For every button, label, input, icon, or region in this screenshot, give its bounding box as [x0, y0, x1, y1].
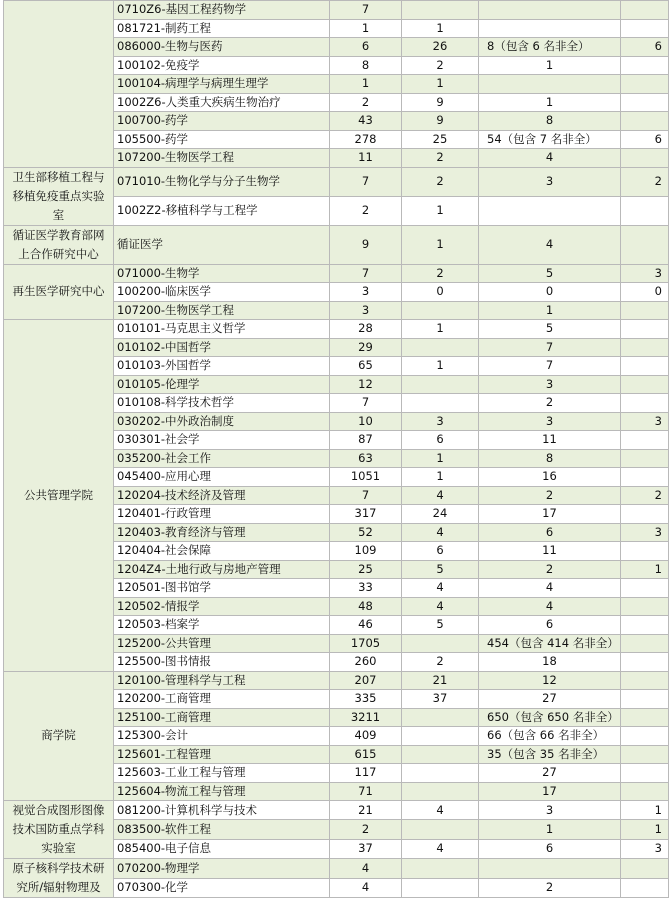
recommended-cell — [621, 671, 669, 690]
quota-cell: 2 — [402, 167, 479, 196]
admitted-cell: 7 — [479, 357, 621, 376]
quota-cell: 2 — [402, 264, 479, 283]
recommended-cell: 1 — [621, 820, 669, 839]
recommended-cell — [621, 149, 669, 168]
enrolled-cell: 11 — [330, 149, 402, 168]
admitted-cell: 1 — [479, 301, 621, 320]
program-cell: 120100-管理科学与工程 — [114, 671, 330, 690]
admitted-cell: 8（包含 6 名非全） — [479, 38, 621, 57]
recommended-cell: 6 — [621, 38, 669, 57]
recommended-cell — [621, 579, 669, 598]
recommended-cell: 0 — [621, 283, 669, 302]
quota-cell: 1 — [402, 196, 479, 225]
enrolled-cell: 7 — [330, 167, 402, 196]
program-cell: 010101-马克思主义哲学 — [114, 320, 330, 339]
quota-cell — [402, 708, 479, 727]
admitted-cell: 4 — [479, 149, 621, 168]
program-cell: 120502-情报学 — [114, 597, 330, 616]
admitted-cell: 54（包含 7 名非全） — [479, 130, 621, 149]
quota-cell — [402, 820, 479, 839]
enrolled-cell: 2 — [330, 820, 402, 839]
enrolled-cell: 1705 — [330, 634, 402, 653]
department-cell: 原子核科学技术研究所/辐射物理及 — [4, 859, 114, 898]
admitted-cell: 6 — [479, 616, 621, 635]
table-row — [4, 859, 669, 879]
admitted-cell: 3 — [479, 801, 621, 820]
quota-cell — [402, 1, 479, 20]
program-cell: 120204-技术经济及管理 — [114, 486, 330, 505]
program-cell: 125601-工程管理 — [114, 745, 330, 764]
admitted-cell: 5 — [479, 320, 621, 339]
recommended-cell — [621, 634, 669, 653]
enrolled-cell: 278 — [330, 130, 402, 149]
admitted-cell: 2 — [479, 486, 621, 505]
enrolled-cell: 615 — [330, 745, 402, 764]
quota-cell: 1 — [402, 449, 479, 468]
quota-cell: 25 — [402, 130, 479, 149]
program-cell: 100104-病理学与病理生理学 — [114, 75, 330, 94]
recommended-cell — [621, 878, 669, 898]
recommended-cell — [621, 616, 669, 635]
recommended-cell — [621, 375, 669, 394]
quota-cell: 1 — [402, 75, 479, 94]
quota-cell — [402, 394, 479, 413]
quota-cell — [402, 859, 479, 879]
admitted-cell: 1 — [479, 93, 621, 112]
table-row — [4, 671, 669, 690]
program-cell: 1002Z2-移植科学与工程学 — [114, 196, 330, 225]
quota-cell: 26 — [402, 38, 479, 57]
recommended-cell — [621, 112, 669, 131]
enrolled-cell: 7 — [330, 486, 402, 505]
recommended-cell — [621, 320, 669, 339]
enrolled-cell: 29 — [330, 338, 402, 357]
admitted-cell — [479, 75, 621, 94]
quota-cell — [402, 634, 479, 653]
quota-cell: 5 — [402, 616, 479, 635]
admitted-cell: 3 — [479, 167, 621, 196]
enrolled-cell: 3 — [330, 283, 402, 302]
quota-cell — [402, 727, 479, 746]
admitted-cell: 454（包含 414 名非全） — [479, 634, 621, 653]
quota-cell: 1 — [402, 320, 479, 339]
admitted-cell: 2 — [479, 560, 621, 579]
quota-cell: 21 — [402, 671, 479, 690]
enrolled-cell: 7 — [330, 394, 402, 413]
recommended-cell: 1 — [621, 801, 669, 820]
recommended-cell — [621, 690, 669, 709]
quota-cell: 2 — [402, 149, 479, 168]
quota-cell — [402, 782, 479, 801]
quota-cell: 0 — [402, 283, 479, 302]
admitted-cell: 3 — [479, 412, 621, 431]
program-cell: 125100-工商管理 — [114, 708, 330, 727]
recommended-cell — [621, 56, 669, 75]
enrolled-cell: 117 — [330, 764, 402, 783]
admitted-cell: 2 — [479, 394, 621, 413]
recommended-cell — [621, 708, 669, 727]
program-cell: 081200-计算机科学与技术 — [114, 801, 330, 820]
recommended-cell — [621, 1, 669, 20]
admitted-cell: 17 — [479, 505, 621, 524]
quota-cell: 1 — [402, 468, 479, 487]
admitted-cell: 8 — [479, 112, 621, 131]
admitted-cell: 27 — [479, 764, 621, 783]
department-cell: 公共管理学院 — [4, 320, 114, 672]
program-cell: 125300-会计 — [114, 727, 330, 746]
recommended-cell — [621, 505, 669, 524]
program-cell: 086000-生物与医药 — [114, 38, 330, 57]
admitted-cell — [479, 1, 621, 20]
enrolled-cell: 25 — [330, 560, 402, 579]
recommended-cell: 3 — [621, 264, 669, 283]
enrolled-cell: 2 — [330, 93, 402, 112]
quota-cell: 9 — [402, 93, 479, 112]
admitted-cell: 11 — [479, 431, 621, 450]
program-cell: 070300-化学 — [114, 878, 330, 898]
enrolled-cell: 37 — [330, 839, 402, 858]
quota-cell: 24 — [402, 505, 479, 524]
quota-cell: 4 — [402, 801, 479, 820]
recommended-cell — [621, 19, 669, 38]
recommended-cell — [621, 859, 669, 879]
recommended-cell: 6 — [621, 130, 669, 149]
table-row — [4, 1, 669, 20]
quota-cell: 9 — [402, 112, 479, 131]
recommended-cell: 2 — [621, 486, 669, 505]
enrolled-cell: 28 — [330, 320, 402, 339]
admitted-cell: 5 — [479, 264, 621, 283]
enrolled-cell: 7 — [330, 1, 402, 20]
program-cell: 010102-中国哲学 — [114, 338, 330, 357]
enrolled-cell: 335 — [330, 690, 402, 709]
program-cell: 1002Z6-人类重大疾病生物治疗 — [114, 93, 330, 112]
program-cell: 125500-图书情报 — [114, 653, 330, 672]
enrolled-cell: 109 — [330, 542, 402, 561]
quota-cell: 5 — [402, 560, 479, 579]
department-cell: 卫生部移植工程与移植免疫重点实验室 — [4, 167, 114, 225]
recommended-cell: 3 — [621, 412, 669, 431]
department-cell: 再生医学研究中心 — [4, 264, 114, 320]
admitted-cell: 66（包含 66 名非全） — [479, 727, 621, 746]
recommended-cell — [621, 542, 669, 561]
program-cell: 100102-免疫学 — [114, 56, 330, 75]
admitted-cell: 4 — [479, 579, 621, 598]
program-cell: 030202-中外政治制度 — [114, 412, 330, 431]
enrolled-cell: 52 — [330, 523, 402, 542]
recommended-cell — [621, 597, 669, 616]
program-cell: 105500-药学 — [114, 130, 330, 149]
enrolled-cell: 409 — [330, 727, 402, 746]
quota-cell: 4 — [402, 839, 479, 858]
program-cell: 107200-生物医学工程 — [114, 301, 330, 320]
admitted-cell: 7 — [479, 338, 621, 357]
program-cell: 010105-伦理学 — [114, 375, 330, 394]
quota-cell: 2 — [402, 653, 479, 672]
enrolled-cell: 12 — [330, 375, 402, 394]
admitted-cell: 650（包含 650 名非全） — [479, 708, 621, 727]
quota-cell: 3 — [402, 412, 479, 431]
table-row — [4, 167, 669, 196]
enrolled-cell: 4 — [330, 859, 402, 879]
enrolled-cell: 1 — [330, 19, 402, 38]
recommended-cell: 2 — [621, 167, 669, 196]
quota-cell: 1 — [402, 225, 479, 264]
admitted-cell: 18 — [479, 653, 621, 672]
admitted-cell: 12 — [479, 671, 621, 690]
program-cell: 120401-行政管理 — [114, 505, 330, 524]
recommended-cell — [621, 653, 669, 672]
table-row — [4, 320, 669, 339]
admitted-cell — [479, 859, 621, 879]
program-cell: 120404-社会保障 — [114, 542, 330, 561]
admitted-cell — [479, 196, 621, 225]
admitted-cell: 17 — [479, 782, 621, 801]
admitted-cell: 0 — [479, 283, 621, 302]
admitted-cell: 8 — [479, 449, 621, 468]
quota-cell — [402, 745, 479, 764]
enrolled-cell: 9 — [330, 225, 402, 264]
program-cell: 035200-社会工作 — [114, 449, 330, 468]
program-cell: 030301-社会学 — [114, 431, 330, 450]
table-row — [4, 225, 669, 264]
admissions-table — [3, 0, 669, 898]
recommended-cell — [621, 431, 669, 450]
admitted-cell: 1 — [479, 56, 621, 75]
program-cell: 081721-制药工程 — [114, 19, 330, 38]
quota-cell — [402, 338, 479, 357]
program-cell: 120200-工商管理 — [114, 690, 330, 709]
program-cell: 071010-生物化学与分子生物学 — [114, 167, 330, 196]
recommended-cell — [621, 357, 669, 376]
recommended-cell: 1 — [621, 560, 669, 579]
recommended-cell — [621, 727, 669, 746]
admitted-cell: 35（包含 35 名非全） — [479, 745, 621, 764]
quota-cell: 6 — [402, 431, 479, 450]
admitted-cell: 4 — [479, 597, 621, 616]
admitted-cell: 6 — [479, 523, 621, 542]
recommended-cell — [621, 782, 669, 801]
quota-cell — [402, 764, 479, 783]
admitted-cell: 27 — [479, 690, 621, 709]
table-row — [4, 264, 669, 283]
enrolled-cell: 8 — [330, 56, 402, 75]
program-cell: 125604-物流工程与管理 — [114, 782, 330, 801]
quota-cell: 1 — [402, 19, 479, 38]
department-cell — [4, 1, 114, 168]
recommended-cell — [621, 745, 669, 764]
enrolled-cell: 317 — [330, 505, 402, 524]
quota-cell — [402, 301, 479, 320]
quota-cell: 37 — [402, 690, 479, 709]
admitted-cell: 4 — [479, 225, 621, 264]
quota-cell: 4 — [402, 523, 479, 542]
program-cell: 010103-外国哲学 — [114, 357, 330, 376]
program-cell: 010108-科学技术哲学 — [114, 394, 330, 413]
program-cell: 1204Z4-土地行政与房地产管理 — [114, 560, 330, 579]
recommended-cell — [621, 196, 669, 225]
enrolled-cell: 33 — [330, 579, 402, 598]
quota-cell: 4 — [402, 579, 479, 598]
admitted-cell: 11 — [479, 542, 621, 561]
table-body — [4, 1, 669, 898]
program-cell: 125603-工业工程与管理 — [114, 764, 330, 783]
admitted-cell — [479, 19, 621, 38]
enrolled-cell: 3211 — [330, 708, 402, 727]
enrolled-cell: 48 — [330, 597, 402, 616]
enrolled-cell: 71 — [330, 782, 402, 801]
admitted-cell: 2 — [479, 878, 621, 898]
enrolled-cell: 6 — [330, 38, 402, 57]
enrolled-cell: 43 — [330, 112, 402, 131]
program-cell: 100700-药学 — [114, 112, 330, 131]
recommended-cell — [621, 468, 669, 487]
program-cell: 0710Z6-基因工程药物学 — [114, 1, 330, 20]
quota-cell — [402, 375, 479, 394]
recommended-cell — [621, 449, 669, 468]
recommended-cell — [621, 225, 669, 264]
enrolled-cell: 4 — [330, 878, 402, 898]
admitted-cell: 1 — [479, 820, 621, 839]
program-cell: 107200-生物医学工程 — [114, 149, 330, 168]
admitted-cell: 16 — [479, 468, 621, 487]
department-cell: 商学院 — [4, 671, 114, 801]
quota-cell: 1 — [402, 357, 479, 376]
program-cell: 循证医学 — [114, 225, 330, 264]
recommended-cell — [621, 764, 669, 783]
enrolled-cell: 2 — [330, 196, 402, 225]
enrolled-cell: 63 — [330, 449, 402, 468]
department-cell: 循证医学教育部网上合作研究中心 — [4, 225, 114, 264]
recommended-cell — [621, 338, 669, 357]
recommended-cell — [621, 394, 669, 413]
program-cell: 071000-生物学 — [114, 264, 330, 283]
program-cell: 120403-教育经济与管理 — [114, 523, 330, 542]
recommended-cell — [621, 93, 669, 112]
program-cell: 120503-档案学 — [114, 616, 330, 635]
enrolled-cell: 87 — [330, 431, 402, 450]
program-cell: 085400-电子信息 — [114, 839, 330, 858]
quota-cell: 6 — [402, 542, 479, 561]
program-cell: 083500-软件工程 — [114, 820, 330, 839]
quota-cell: 4 — [402, 486, 479, 505]
quota-cell — [402, 878, 479, 898]
quota-cell: 4 — [402, 597, 479, 616]
enrolled-cell: 46 — [330, 616, 402, 635]
enrolled-cell: 1051 — [330, 468, 402, 487]
enrolled-cell: 3 — [330, 301, 402, 320]
program-cell: 045400-应用心理 — [114, 468, 330, 487]
recommended-cell — [621, 75, 669, 94]
program-cell: 070200-物理学 — [114, 859, 330, 879]
table-row — [4, 801, 669, 820]
program-cell: 125200-公共管理 — [114, 634, 330, 653]
enrolled-cell: 7 — [330, 264, 402, 283]
enrolled-cell: 21 — [330, 801, 402, 820]
quota-cell: 2 — [402, 56, 479, 75]
enrolled-cell: 260 — [330, 653, 402, 672]
program-cell: 120501-图书馆学 — [114, 579, 330, 598]
admitted-cell: 6 — [479, 839, 621, 858]
department-cell: 视觉合成图形图像技术国防重点学科实验室 — [4, 801, 114, 859]
recommended-cell: 3 — [621, 523, 669, 542]
recommended-cell: 3 — [621, 839, 669, 858]
recommended-cell — [621, 301, 669, 320]
enrolled-cell: 10 — [330, 412, 402, 431]
program-cell: 100200-临床医学 — [114, 283, 330, 302]
enrolled-cell: 65 — [330, 357, 402, 376]
enrolled-cell: 207 — [330, 671, 402, 690]
enrolled-cell: 1 — [330, 75, 402, 94]
admitted-cell: 3 — [479, 375, 621, 394]
